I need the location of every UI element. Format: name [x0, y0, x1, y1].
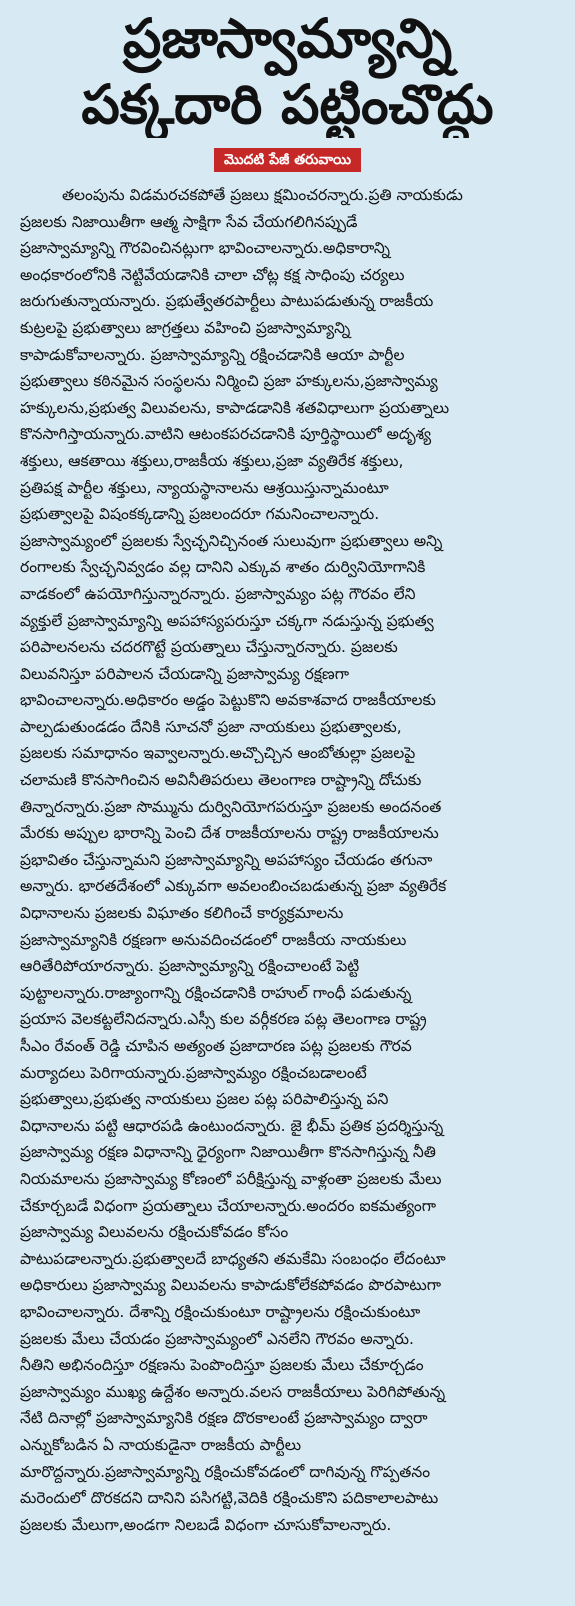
continued-from-front-page-label: మొదటి పేజీ తరువాయి [214, 148, 361, 172]
article-body-line: భావించాలన్నారు. దేశాన్ని రక్షించుకుంటూ రాష్ట్రాలను రక్షించుకుంటూ [20, 1302, 421, 1321]
article-body-line: ప్రజాస్వామ్యం ముఖ్య ఉద్దేశం అన్నారు.వలస రాజకీయాలు పెరిగిపోతున్న [20, 1382, 446, 1401]
article-body-line: రంగాలకు స్వేచ్ఛనివ్వడం వల్ల దానిని ఎక్కువ శాతం దుర్వినియోగానికి [20, 558, 426, 577]
article-body-line: భావించాలన్నారు.అధికారం అడ్డం పెట్టుకొని అవకాశవాద రాజకీయాలకు [20, 691, 436, 710]
article-body-line: అధికారులు ప్రజాస్వామ్య విలువలను కాపాడుకోలేకపోవడం పొరపాటుగా [20, 1276, 441, 1295]
article-body-line: విలువనిస్తూ పరిపాలన చేయడాన్ని ప్రజాస్వామ్య రక్షణగా [20, 664, 350, 683]
headline-line-2: పక్కదారి పట్టించొద్దు [81, 73, 494, 136]
article-body-line: శక్తులు, ఆకతాయి శక్తులు,రాజకీయ శక్తులు,ప్రజా వ్యతిరేక శక్తులు, [20, 451, 404, 470]
article-body-line: ఎన్నుకోబడిన ఏ నాయకుడైనా రాజకీయ పార్టీలు [20, 1435, 302, 1454]
article-body-line: తలంపును విడమరచకపోతే ప్రజలు క్షమించరన్నారు.ప్రతి నాయకుడు [62, 186, 463, 204]
article-body-line: మారొద్దన్నారు.ప్రజాస్వామ్యాన్ని రక్షించుకోవడంలో దాగివున్న గొప్పతనం [20, 1462, 431, 1481]
headline [0, 0, 575, 138]
article-body-line: ప్రజాస్వామ్యాన్ని గౌరవించినట్లుగా భావించాలన్నారు.అధికారాన్ని [20, 239, 390, 258]
article-body-line: నీతిని అభినందిస్తూ రక్షణను పెంపొందిస్తూ ప్రజలకు మేలు చేకూర్చడం [20, 1356, 424, 1375]
article-body-line: విధానాలను ప్రజలకు విఘాతం కలిగించే కార్యక్రమాలను [20, 904, 344, 923]
article-body-line: కుట్రలపై ప్రభుత్వాలు జాగ్రత్తలు వహించి ప్రజాస్వామ్యాన్ని [20, 318, 351, 337]
article-body-line: కొనసాగిస్తాయన్నారు.వాటిని ఆటంకపరచడానికి పూర్తిస్థాయిలో అదృశ్య [20, 425, 432, 444]
article-body-line: ప్రభుత్వాలపై విషంకక్కడాన్ని ప్రజలందరూ గమనించాలన్నారు. [20, 505, 380, 524]
article-body-line: చేకూర్చబడే విధంగా ప్రయత్నాలు చేయాలన్నారు.అందరం ఐకమత్యంగా [20, 1196, 437, 1215]
article-body-line: ఆరితేరిపోయారన్నారు. ప్రజాస్వామ్యాన్ని రక్షించాలంటే పెట్టి [20, 957, 360, 976]
article-body-line: తిన్నారన్నారు.ప్రజా సొమ్మును దుర్వినియోగపరుస్తూ ప్రజలకు అందనంత [20, 797, 442, 816]
article-body-line: పాటుపడాలన్నారు.ప్రభుత్వాలదే బాధ్యతని తమకేమి సంబంధం లేదంటూ [20, 1249, 446, 1268]
article-body-line: ప్రజాస్వామ్యానికి రక్షణగా అనువదించడంలో రాజకీయ నాయకులు [20, 930, 407, 949]
article-body-line: ప్రజాస్వామ్యంలో ప్రజలకు స్వేచ్ఛనిచ్చినంత సులువుగా ప్రభుత్వాలు అన్ని [20, 531, 443, 550]
article-body-line: సీఎం రేవంత్ రెడ్డి చూపిన అత్యంత ప్రజాదారణ పట్ల ప్రజలకు గౌరవ [20, 1037, 412, 1055]
article-body-line: చలామణి కొనసాగించిన అవినీతిపరులు తెలంగాణ రాష్ట్రాన్ని దోచుకు [20, 771, 422, 790]
article-body-line: ప్రజలకు మేలు చేయడం ప్రజాస్వామ్యంలో ఎనలేని గౌరవం అన్నారు. [20, 1329, 414, 1348]
article-body-line: ప్రజలకు సమాధానం ఇవ్వాలన్నారు.అచ్చొచ్చిన ఆంబోతుల్లా ప్రజలపై [20, 744, 416, 763]
article-body-line: ప్రజలకు మేలుగా,అండగా నిలబడే విధంగా చూసుకోవాలన్నారు. [20, 1515, 392, 1534]
article-body-line: పాల్పడుతుండడం దేనికి సూచనో ప్రజా నాయకులు ప్రభుత్వాలకు, [20, 717, 402, 736]
article-body-line: ప్రయాస వెలకట్టలేనిదన్నారు.ఎస్సీ కుల వర్గీకరణ పట్ల తెలంగాణ రాష్ట్ర [20, 1010, 427, 1029]
article-body-line: వ్యక్తులే ప్రజాస్వామ్యాన్ని అపహాస్యపరుస్తూ చక్కగా నడుస్తున్న ప్రభుత్వ [20, 611, 434, 630]
article-body-line: ప్రజాస్వామ్య విలువలను రక్షించుకోవడం కోసం [20, 1223, 289, 1242]
article-body-line: మర్యాదలు పెరిగాయన్నారు.ప్రజాస్వామ్యం రక్షించబడాలంటే [20, 1063, 367, 1082]
article-body-line: పరిపాలనలను చదరగొట్టే ప్రయత్నాలు చేస్తున్నారన్నారు. ప్రజలకు [20, 638, 398, 657]
article-body-line: ప్రభుత్వాలు,ప్రభుత్వ నాయకులు ప్రజల పట్ల పరిపాలిస్తున్న పని [20, 1090, 389, 1109]
article-body-line: ప్రతిపక్ష పార్టీల శక్తులు, న్యాయస్థానాలను ఆశ్రయిస్తున్నామంటూ [20, 478, 389, 497]
article-body-line: పుట్టాలన్నారు.రాజ్యాంగాన్ని రక్షించడానికి రాహుల్ గాంధీ పడుతున్న [20, 983, 412, 1002]
article-body-line: విధానాలను పట్టి ఆధారపడి ఉంటుందన్నారు. జై భీమ్ ప్రతిక ప్రదర్శిస్తున్న [20, 1116, 444, 1135]
article-body-line: ప్రభుత్వాలు కఠినమైన సంస్థలను నిర్మించి ప్రజా హక్కులను,ప్రజాస్వామ్య [20, 372, 438, 391]
article-body-line: అన్నారు. భారతదేశంలో ఎక్కువగా అవలంబించబడుతున్న ప్రజా వ్యతిరేక [20, 877, 447, 896]
article-body-line: మేరకు అప్పుల భారాన్ని పెంచి దేశ రాజకీయాలను రాష్ట్ర రాజకీయాలను [20, 824, 439, 843]
article-body-line: ప్రజాస్వామ్య రక్షణ విధానాన్ని ధైర్యంగా నిజాయితీగా కొనసాగిస్తున్న నీతి [20, 1143, 436, 1162]
article-body-line: మరెందులో దొరకదని దానిని పసిగట్టి,వెదికి రక్షించుకొని పదికాలాలపాటు [20, 1489, 439, 1508]
article-body-line: వాడకంలో ఉపయోగిస్తున్నారన్నారు. ప్రజాస్వామ్యం పట్ల గౌరవం లేని [20, 584, 416, 603]
article-body-line: ప్రభావితం చేస్తున్నామని ప్రజాస్వామ్యాన్ని అపహాస్యం చేయడం తగునా [20, 850, 433, 869]
article-body-line: హక్కులను,ప్రభుత్వ విలువలను, కాపాడడానికి శతవిధాలుగా ప్రయత్నాలు [20, 398, 450, 417]
article-body-line: అంధకారంలోనికి నెట్టివేయడానికి చాలా చోట్ల కక్ష సాధింపు చర్యలు [20, 265, 405, 284]
article-body-line: నేటి దినాల్లో ప్రజాస్వామ్యానికి రక్షణ దొరకాలంటే ప్రజాస్వామ్యం ద్వారా [20, 1409, 428, 1428]
article-body-line: నియమాలను ప్రజాస్వామ్య కోణంలో పరీక్షిస్తున్న వాళ్లంతా ప్రజలకు మేలు [20, 1169, 442, 1188]
kicker-container [0, 148, 575, 172]
headline-line-1: ప్రజాస్వామ్యాన్ని [122, 7, 453, 70]
article-body-line: జరుగుతున్నాయన్నారు. ప్రభుత్వేతరపార్టీలు పాటుపడుతున్న రాజకీయ [20, 292, 434, 311]
article-body [0, 182, 575, 1538]
article-body-line: ప్రజలకు నిజాయితీగా ఆత్మ సాక్షిగా సేవ చేయగలిగినప్పుడే [20, 212, 358, 231]
article-body-line: కాపాడుకోవాలన్నారు. ప్రజాస్వామ్యాన్ని రక్షించడానికి ఆయా పార్టీల [20, 345, 405, 364]
